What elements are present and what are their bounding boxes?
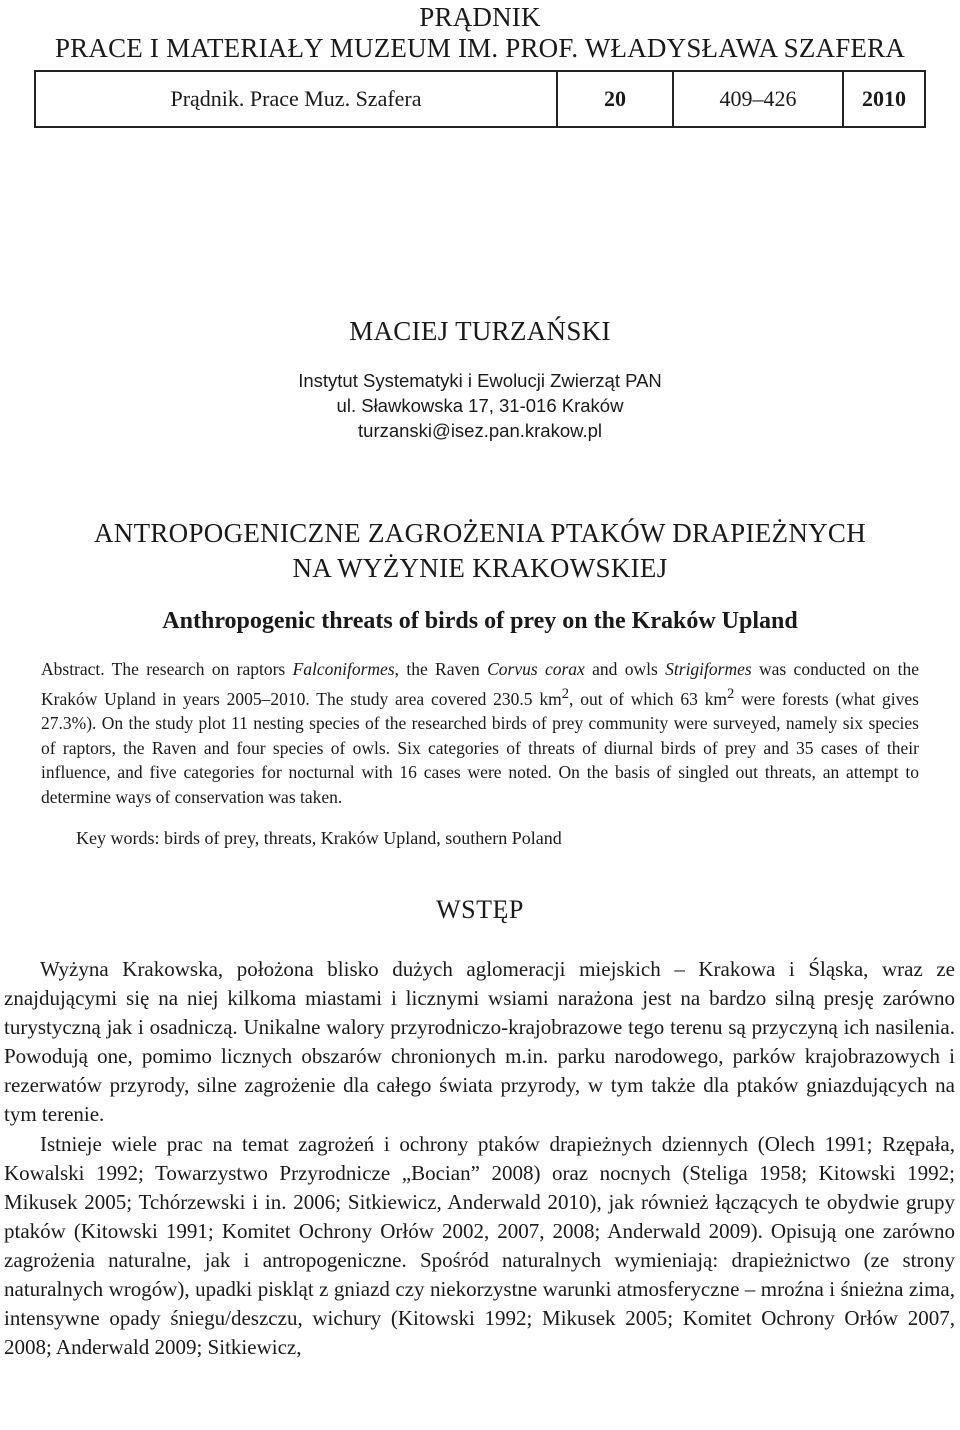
taxon-corvus-corax: Corvus corax [487, 659, 585, 679]
keywords: Key words: birds of prey, threats, Kraków Upland, southern Poland [76, 828, 562, 848]
author-email[interactable]: turzanski@isez.pan.krakow.pl [358, 420, 602, 441]
paragraph: Wyżyna Krakowska, położona blisko dużych aglomeracji miejskich – Krakowa i Śląska, wraz ze znajdującymi się na niej kilkoma miastami i licznymi wsiami narażona jest na bardzo silną presję zarówno turystyczną jak i osadniczą. Unikalne walory przyrodniczo-krajobrazowe tego terenu są przyczyną ich nasilenia. Powodują one, pomimo licznych obszarów chronionych m.in. parku narodowego, parków krajobrazowych i rezerwatów przyrody, silne zagrożenie dla całego świata przyrody, w tym także dla ptaków gniazdujących na tym terenie. [4, 957, 955, 1127]
citation-pages: 409–426 [674, 72, 844, 126]
superscript: 2 [561, 685, 570, 702]
abstract-text: was conducted on the Kraków Upland in years 2005–2010. The study area covered 230.5 km [41, 659, 920, 709]
abstract-text: , out of which 63 km [569, 688, 728, 709]
citation-abbrev: Prądnik. Prace Muz. Szafera [36, 72, 558, 126]
journal-subtitle: PRACE I MATERIAŁY MUZEUM IM. PROF. WŁADYSŁAWA SZAFERA [54, 33, 906, 63]
section-heading: WSTĘP [436, 895, 524, 924]
abstract-text: and owls [584, 659, 666, 679]
abstract-text: were forests (what gives 27.3%). On the study plot 11 nesting species of the researched birds of prey community were surveyed, namely six species of raptors, the Raven and four species of owls. Six categories of threats of diurnal birds of prey and 35 cases of their influence, and five categories for nocturnal with 16 cases were noted. On the basis of singled out threats, an attempt to determine ways of conservation was taken. [41, 688, 919, 807]
paragraph: Istnieje wiele prac na temat zagrożeń i ochrony ptaków drapieżnych dziennych (Olech 1991; Rzępała, Kowalski 1992; Towarzystwo Przyrodnicze „Bocian” 2008) oraz nocnych (Steliga 1958; Kitowski 1992; Mikusek 2005; Tchórzewski i in. 2006; Sitkiewicz, Anderwald 2010), jak również łączących te obydwie grupy ptaków (Kitowski 1991; Komitet Ochrony Orłów 2002, 2007, 2008; Anderwald 2009). Opisują one zarówno zagrożenia naturalne, jak i antropogeniczne. Spośród naturalnych wymieniają: drapieżnictwo (ze strony naturalnych wrogów), upadki piskląt z gniazd czy niekorzystne warunki atmosferyczne – mroźna i śnieżna zima, intensywne opady śniegu/deszczu, wichury (Kitowski 1992; Mikusek 2005; Komitet Ochrony Orłów 2007, 2008; Anderwald 2009; Sitkiewicz, [4, 1131, 955, 1360]
author-address: ul. Sławkowska 17, 31-016 Kraków [336, 395, 624, 416]
citation-year: 2010 [862, 86, 906, 111]
journal-name: PRĄDNIK [419, 2, 541, 32]
title-polish-line1: ANTROPOGENICZNE ZAGROŻENIA PTAKÓW DRAPIEŻNYCH [93, 518, 867, 548]
author-name: MACIEJ TURZAŃSKI [349, 316, 611, 346]
taxon-falconiformes: Falconiformes [292, 659, 395, 679]
citation-volume: 20 [558, 72, 674, 126]
taxon-strigiformes: Strigiformes [665, 659, 752, 679]
abstract-text: , the Raven [394, 659, 488, 679]
body-text [4, 955, 955, 1362]
author-institute: Instytut Systematyki i Ewolucji Zwierząt PAN [298, 370, 662, 391]
abstract-text: Abstract. The research on raptors [41, 659, 293, 679]
title-polish-line2: NA WYŻYNIE KRAKOWSKIEJ [292, 553, 668, 583]
title-english: Anthropogenic threats of birds of prey on the Kraków Upland [162, 608, 798, 634]
superscript: 2 [727, 685, 735, 702]
abstract [41, 657, 919, 809]
citation-table [34, 70, 926, 128]
